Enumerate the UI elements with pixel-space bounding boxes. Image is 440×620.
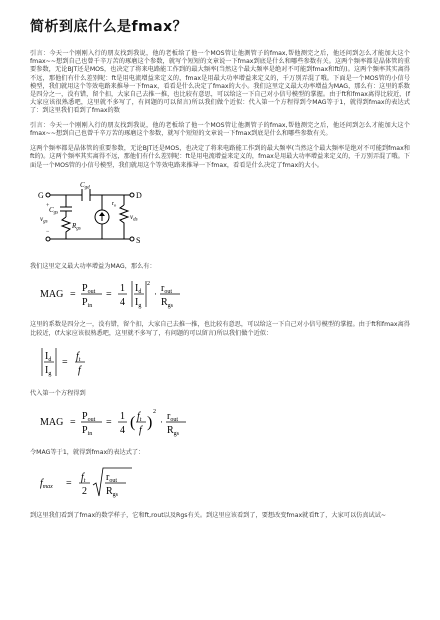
source-label: S [136, 235, 141, 245]
gate-label: G [38, 190, 44, 200]
approximation-paragraph: 这里的系数是四分之一，没有错，留个扣，大家自己去推一推，也比较有意思，可以给这一下自己对小信号模型的掌握。由于ft和fmax离得比较近，(f大家应该很熟悉吧，这里就不多写了，有问题的可以留言)所以我们做个近似： [30, 321, 410, 337]
svg-text:): ) [147, 413, 153, 431]
svg-text:1: 1 [120, 410, 125, 422]
svg-text:·: · [160, 416, 163, 427]
svg-text:ft: $f_t$ [81, 471, 86, 484]
svg-text:=: = [62, 357, 68, 369]
small-signal-model-figure [36, 177, 410, 257]
svg-text:ft: $f_t$ [137, 410, 142, 423]
svg-text:Pin: $P_{in}$ [82, 297, 93, 310]
svg-text:1: 1 [120, 283, 125, 295]
svg-text:=: = [106, 289, 112, 301]
svg-text:4: 4 [120, 424, 125, 436]
vgs-label: $v_{gs}$ [40, 214, 48, 225]
circuit-diagram [36, 177, 146, 253]
svg-text:Rgs: $R_{gs}$ [106, 485, 119, 498]
vgs-minus: − [46, 228, 50, 235]
svg-text:2: 2 [153, 408, 156, 415]
svg-text:f: f [78, 365, 81, 377]
vgs-plus: + [46, 202, 50, 209]
svg-text:Id: $I_d$ [45, 351, 52, 364]
fmax-expression-paragraph: 令MAG等于1，就得到fmax的表达式了： [30, 448, 145, 456]
frequency-paragraph: 这两个频率都是晶体管的重要参数，无论BJT还是MOS，也决定了将来电路能工作到的最大频率(当然这个最大频率是绝对不可能到fmax和ft的)。这两个频率其实离得不远，那他们有什么差别呢：ft是用电流增益来定义的，fmax是用最大功率增益来定义的，千万别弄混了哦。下面是一个MOS管的小信号模型，我们就用这个等效电路来推导一下fmax，看看是什么决定了fmax的大小。 [30, 144, 410, 169]
svg-text:=: = [70, 416, 76, 428]
svg-text:(: ( [130, 413, 136, 431]
svg-text:rout: $r_{out}$ [106, 471, 118, 484]
document-page [30, 10, 410, 526]
equation-fmax [40, 464, 410, 506]
svg-text:fmax: $f_{max}$ [40, 477, 53, 490]
conclusion-paragraph: 到这里我们看到了fmax的数学样子，它和ft,rout以及Rgs有关。到这里应该看到了，要想改变fmax就看ft了，大家可以仿真试试~ [30, 511, 387, 519]
svg-text:Pin: $P_{in}$ [82, 424, 93, 437]
substitute-paragraph: 代入第一个方程得到 [30, 390, 86, 398]
svg-text:Id: $I_d$ [135, 283, 142, 296]
equation-current-ratio [40, 344, 410, 384]
svg-text:MAG: MAG [40, 416, 64, 428]
svg-text:Ig: $I_g$ [45, 365, 52, 378]
svg-text:Rgs: $R_{gs}$ [161, 297, 174, 310]
vds-label: $v_{ds}$ [130, 212, 138, 223]
svg-text:=: = [70, 289, 76, 301]
page-title: 简析到底什么是fmax？ [30, 19, 188, 35]
svg-text:4: 4 [120, 297, 125, 309]
svg-text:·: · [154, 289, 157, 300]
svg-text:2: 2 [82, 485, 87, 497]
mag-definition-paragraph: 我们这里定义最大功率增益为MAG，那么有： [30, 262, 156, 270]
svg-text:Pout: $P_{out}$ [82, 410, 96, 423]
eq1-lhs: MAG [40, 289, 64, 301]
intro-summary-paragraph: 引言：今天一个刚刚入行的朋友找到我说，他的老板给了他一个MOS管让他测管子的fmax,帮他测完之后，他还问到怎么才能加大这个fmax~~想到自己也曾千辛万苦的琢磨这个参数，就写个短短的文章说一下fmax到底是什么和哪些参数有关。这两个频率都是晶体管的重要参数，无论BJT还是MOS，也决定了将来电路能工作到的最大频率(当然这个最大频率是绝对不可能到fmax和ft的)。这两个频率其实离得不远，那他们有什么差别呢：ft是用电流增益来定义的，fmax是用最大功率增益来定义的，千万别弄混了哦。下面是一个MOS管的小信号模型，我们就用这个等效电路来推导一下fmax，看看是什么决定了fmax的大小。我们这里定义最大功率增益为MAG，那么有：这里的系数是四分之一，没有错，留个扣，大家自己去推一推，也比较有意思，可以给这一下自己对小信号模型的掌握。由于ft和fmax离得比较近，(f大家应该很熟悉吧，这里就不多写了，有问题的可以留言)所以我们做个近似：代入第一个方程得到令MAG等于1，就得到fmax的表达式了：到这里我们看到了fmax的数 [30, 50, 410, 115]
ro-label: $r_o$ [112, 200, 117, 208]
svg-text:rout: $r_{out}$ [167, 410, 179, 423]
svg-text:f: f [139, 424, 142, 436]
cgd-label: $C_{gd}$ [80, 180, 90, 191]
svg-text:Ig: $I_g$ [135, 297, 142, 310]
equation-mag-substituted [40, 405, 410, 443]
svg-text:=: = [106, 416, 112, 428]
drain-label: D [136, 190, 142, 200]
rgs-label: $R_{gs}$ [72, 221, 81, 232]
cgs-label: $C_{gs}$ [49, 205, 59, 216]
svg-text:rout: $r_{out}$ [161, 283, 173, 296]
svg-text:2: 2 [147, 281, 150, 288]
svg-text:Pout: $P_{out}$ [82, 283, 96, 296]
equation-mag-definition [40, 277, 410, 315]
intro-paragraph: 引言：今天一个刚刚入行的朋友找到我说，他的老板给了他一个MOS管让他测管子的fmax,帮他测完之后，他还问到怎么才能加大这个fmax~~想到自己也曾千辛万苦的琢磨这个参数，就写个短短的文章说一下fmax到底是什么和哪些参数有关。 [30, 121, 410, 138]
svg-text:ft: $f_t$ [76, 351, 81, 364]
svg-text:Rgs: $R_{gs}$ [167, 424, 180, 437]
svg-text:=: = [66, 477, 72, 489]
